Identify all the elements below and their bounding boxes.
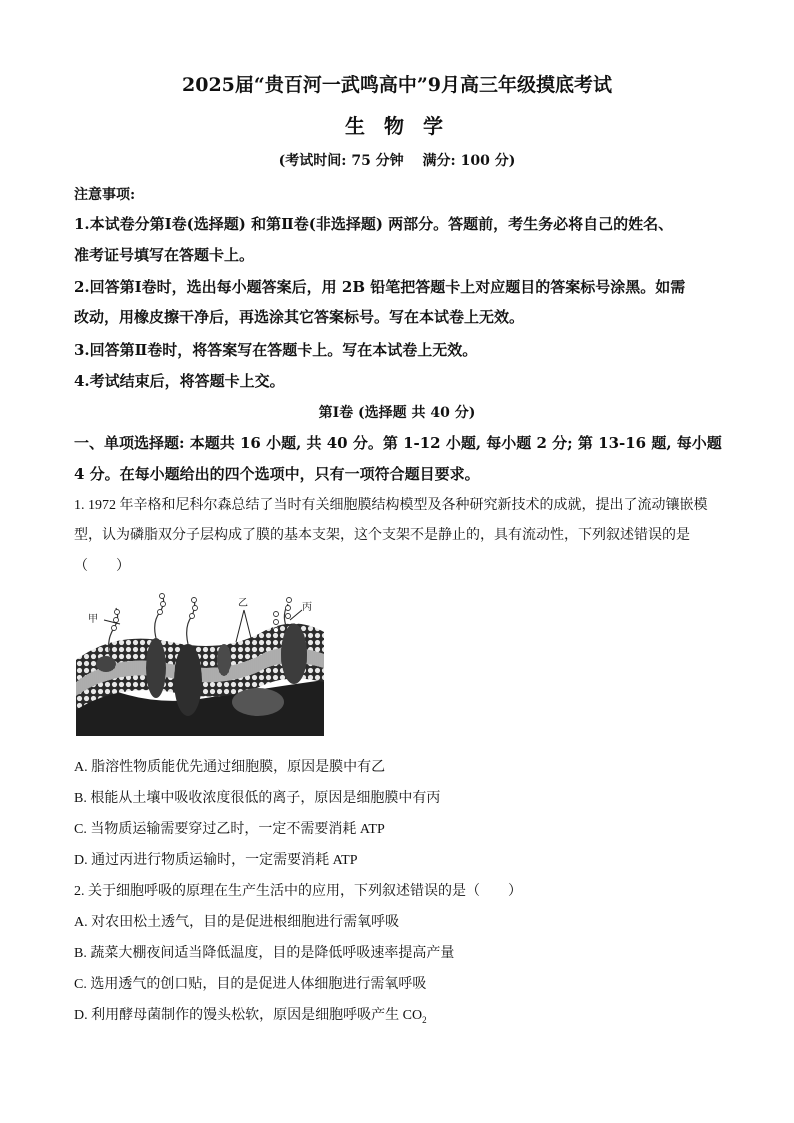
q2-stem: 2. 关于细胞呼吸的原理在生产生活中的应用，下列叙述错误的是（ ） [74, 884, 522, 899]
notice-line-4: 4.考试结束后，将答题卡上交。 [74, 372, 285, 390]
exam-title: 2025届“贵百河一武鸣高中”9月高三年级摸底考试 [182, 74, 612, 96]
q1-option-c: C. 当物质运输需要穿过乙时，一定不需要消耗 ATP [74, 822, 385, 837]
q1-option-b: B. 根能从土壤中吸收浓度很低的离子，原因是细胞膜中有丙 [74, 791, 441, 806]
label-bing: 丙 [302, 602, 312, 613]
notice-line-2a: 2.回答第Ⅰ卷时，选出每小题答案后，用 2B 铅笔把答题卡上对应题目的答案标号涂黑。如需 [74, 278, 686, 296]
q1-stem-c: （ ） [74, 559, 130, 574]
notice-line-3: 3.回答第Ⅱ卷时，将答案写在答题卡上。写在本试卷上无效。 [74, 341, 478, 359]
section-instruction-a: 一、单项选择题: 本题共 16 小题, 共 40 分。第 1-12 小题, 每小题 2 分; 第 13-16 题, 每小题 [74, 434, 722, 452]
notice-line-1b: 准考证号填写在答题卡上。 [74, 246, 255, 264]
q2-option-c: C. 选用透气的创口贴，目的是促进人体细胞进行需氧呼吸 [74, 977, 427, 992]
q2-option-d-subscript: 2 [422, 1014, 427, 1025]
label-jia: 甲 [88, 614, 98, 625]
subject-title: 生 物 学 [345, 114, 449, 138]
exam-timing: (考试时间: 75 分钟 满分: 100 分) [278, 153, 516, 169]
q2-option-d [74, 1004, 427, 1025]
q2-option-b: B. 蔬菜大棚夜间适当降低温度，目的是降低呼吸速率提高产量 [74, 946, 455, 961]
q1-option-d: D. 通过丙进行物质运输时，一定需要消耗 ATP [74, 853, 358, 868]
q2-option-d-text: D. 利用酵母菌制作的馒头松软，原因是细胞呼吸产生 CO [74, 1008, 423, 1023]
label-yi: 乙 [238, 598, 248, 609]
q2-option-a: A. 对农田松土透气，目的是促进根细胞进行需氧呼吸 [74, 915, 400, 930]
fluid-mosaic-membrane-figure [76, 590, 324, 736]
notice-line-2b: 改动，用橡皮擦干净后，再选涂其它答案标号。写在本试卷上无效。 [74, 308, 525, 326]
notice-line-1a: 1.本试卷分第Ⅰ卷(选择题) 和第Ⅱ卷(非选择题) 两部分。答题前，考生务必将自己的姓名、 [74, 215, 674, 233]
section-title: 第Ⅰ卷 (选择题 共 40 分) [318, 405, 476, 421]
q1-stem-b: 型，认为磷脂双分子层构成了膜的基本支架，这个支架不是静止的，具有流动性，下列叙述错误的是 [74, 528, 690, 543]
q1-stem-a: 1. 1972 年辛格和尼科尔森总结了当时有关细胞膜结构模型及各种研究新技术的成就，提出了流动镶嵌模 [74, 498, 708, 513]
section-instruction-b: 4 分。在每小题给出的四个选项中，只有一项符合题目要求。 [74, 465, 480, 483]
notice-heading: 注意事项: [74, 187, 136, 203]
membrane-diagram-illustration [76, 590, 324, 736]
q1-option-a: A. 脂溶性物质能优先通过细胞膜，原因是膜中有乙 [74, 760, 386, 775]
